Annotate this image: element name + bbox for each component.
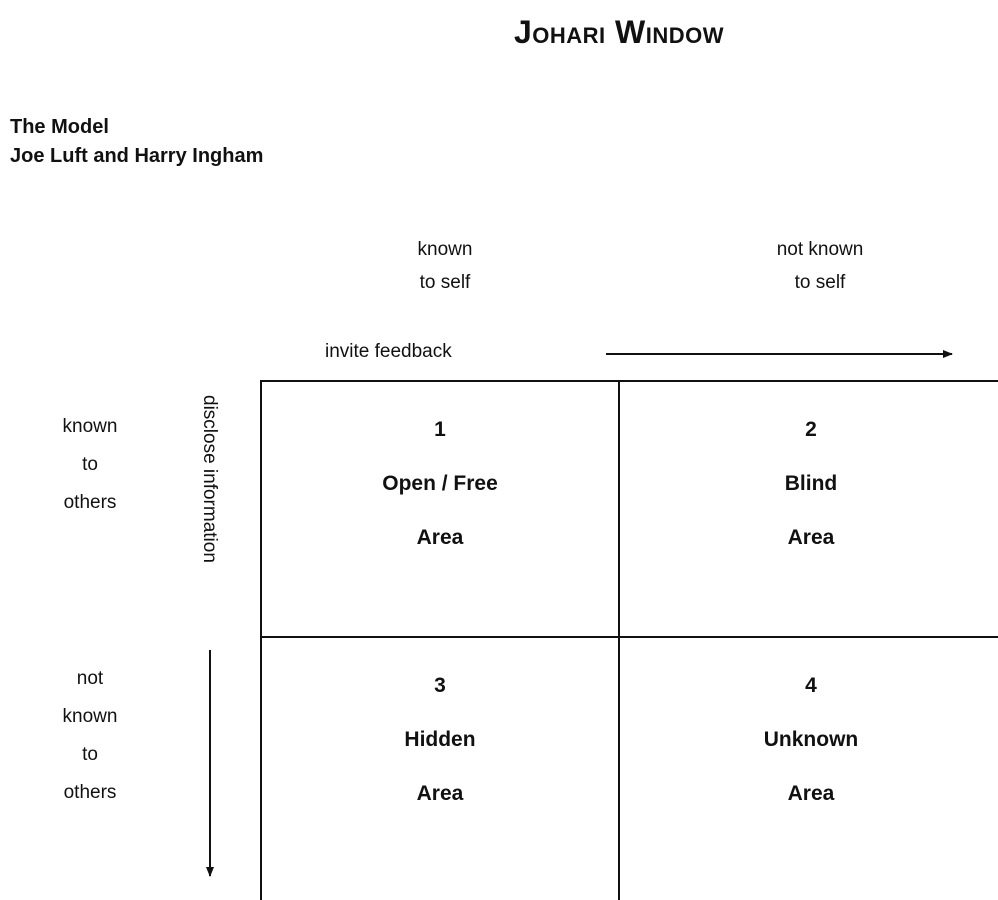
row-label-line: known [62, 706, 118, 727]
row-label-line: others [63, 782, 117, 803]
quadrant-unknown [620, 638, 998, 900]
axis-label-invite-feedback: invite feedback [325, 341, 452, 362]
quadrant-area: Area [416, 782, 464, 805]
column-label-line: known [417, 239, 473, 260]
johari-grid [260, 380, 998, 900]
row-label-line: to [82, 454, 98, 475]
subtitle-authors: Joe Luft and Harry Ingham [10, 145, 264, 167]
quadrant-name: Blind [784, 472, 838, 495]
row-label-not-known-to-others [40, 660, 140, 812]
column-label-known-to-self [355, 233, 535, 299]
column-label-line: not known [776, 239, 864, 260]
quadrant-area: Area [787, 526, 835, 549]
row-label-line: to [82, 744, 98, 765]
quadrant-number: 4 [805, 674, 817, 697]
quadrant-number: 2 [805, 418, 817, 441]
quadrant-name: Unknown [763, 728, 859, 751]
column-label-line: to self [419, 272, 471, 293]
subtitle-model: The Model [10, 116, 109, 138]
quadrant-area: Area [416, 526, 464, 549]
column-label-not-known-to-self [730, 233, 910, 299]
row-label-line: others [63, 492, 117, 513]
quadrant-number: 1 [434, 418, 446, 441]
axis-label-disclose-information: disclose information [199, 395, 220, 563]
quadrant-blind [620, 382, 998, 638]
quadrant-number: 3 [434, 674, 446, 697]
row-label-line: known [62, 416, 118, 437]
quadrant-name: Open / Free [382, 472, 498, 495]
quadrant-area: Area [787, 782, 835, 805]
row-label-known-to-others [40, 408, 140, 522]
row-label-line: not [76, 668, 104, 689]
quadrant-hidden [262, 638, 620, 900]
column-label-line: to self [794, 272, 846, 293]
page-title: Johari Window [513, 14, 725, 50]
quadrant-name: Hidden [404, 728, 476, 751]
quadrant-open [262, 382, 620, 638]
